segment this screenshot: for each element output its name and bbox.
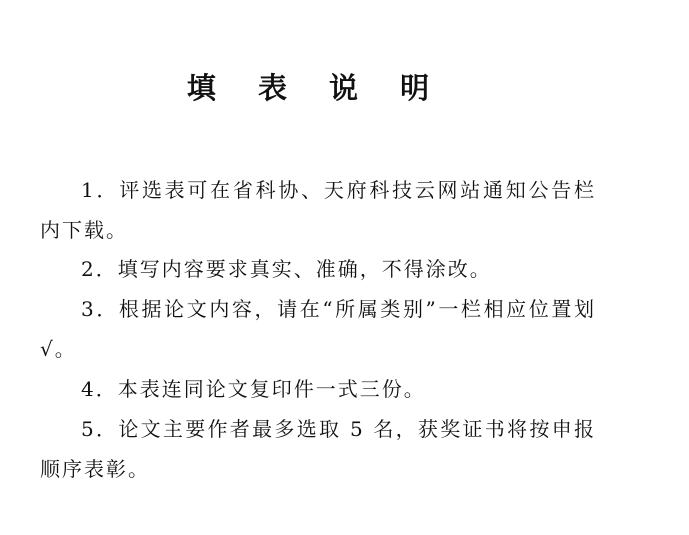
instruction-item-5: 5．论文主要作者最多选取 5 名，获奖证书将按申报顺序表彰。	[40, 417, 596, 481]
instruction-item-3: 3．根据论文内容，请在“所属类别”一栏相应位置划√。	[40, 297, 596, 361]
instruction-item-4: 4．本表连同论文复印件一式三份。	[81, 377, 426, 401]
document-title: 填 表 说 明	[186, 71, 446, 105]
instruction-item-2: 2．填写内容要求真实、准确，不得涂改。	[81, 257, 492, 281]
instruction-item-1: 1．评选表可在省科协、天府科技云网站通知公告栏内下载。	[40, 178, 596, 242]
